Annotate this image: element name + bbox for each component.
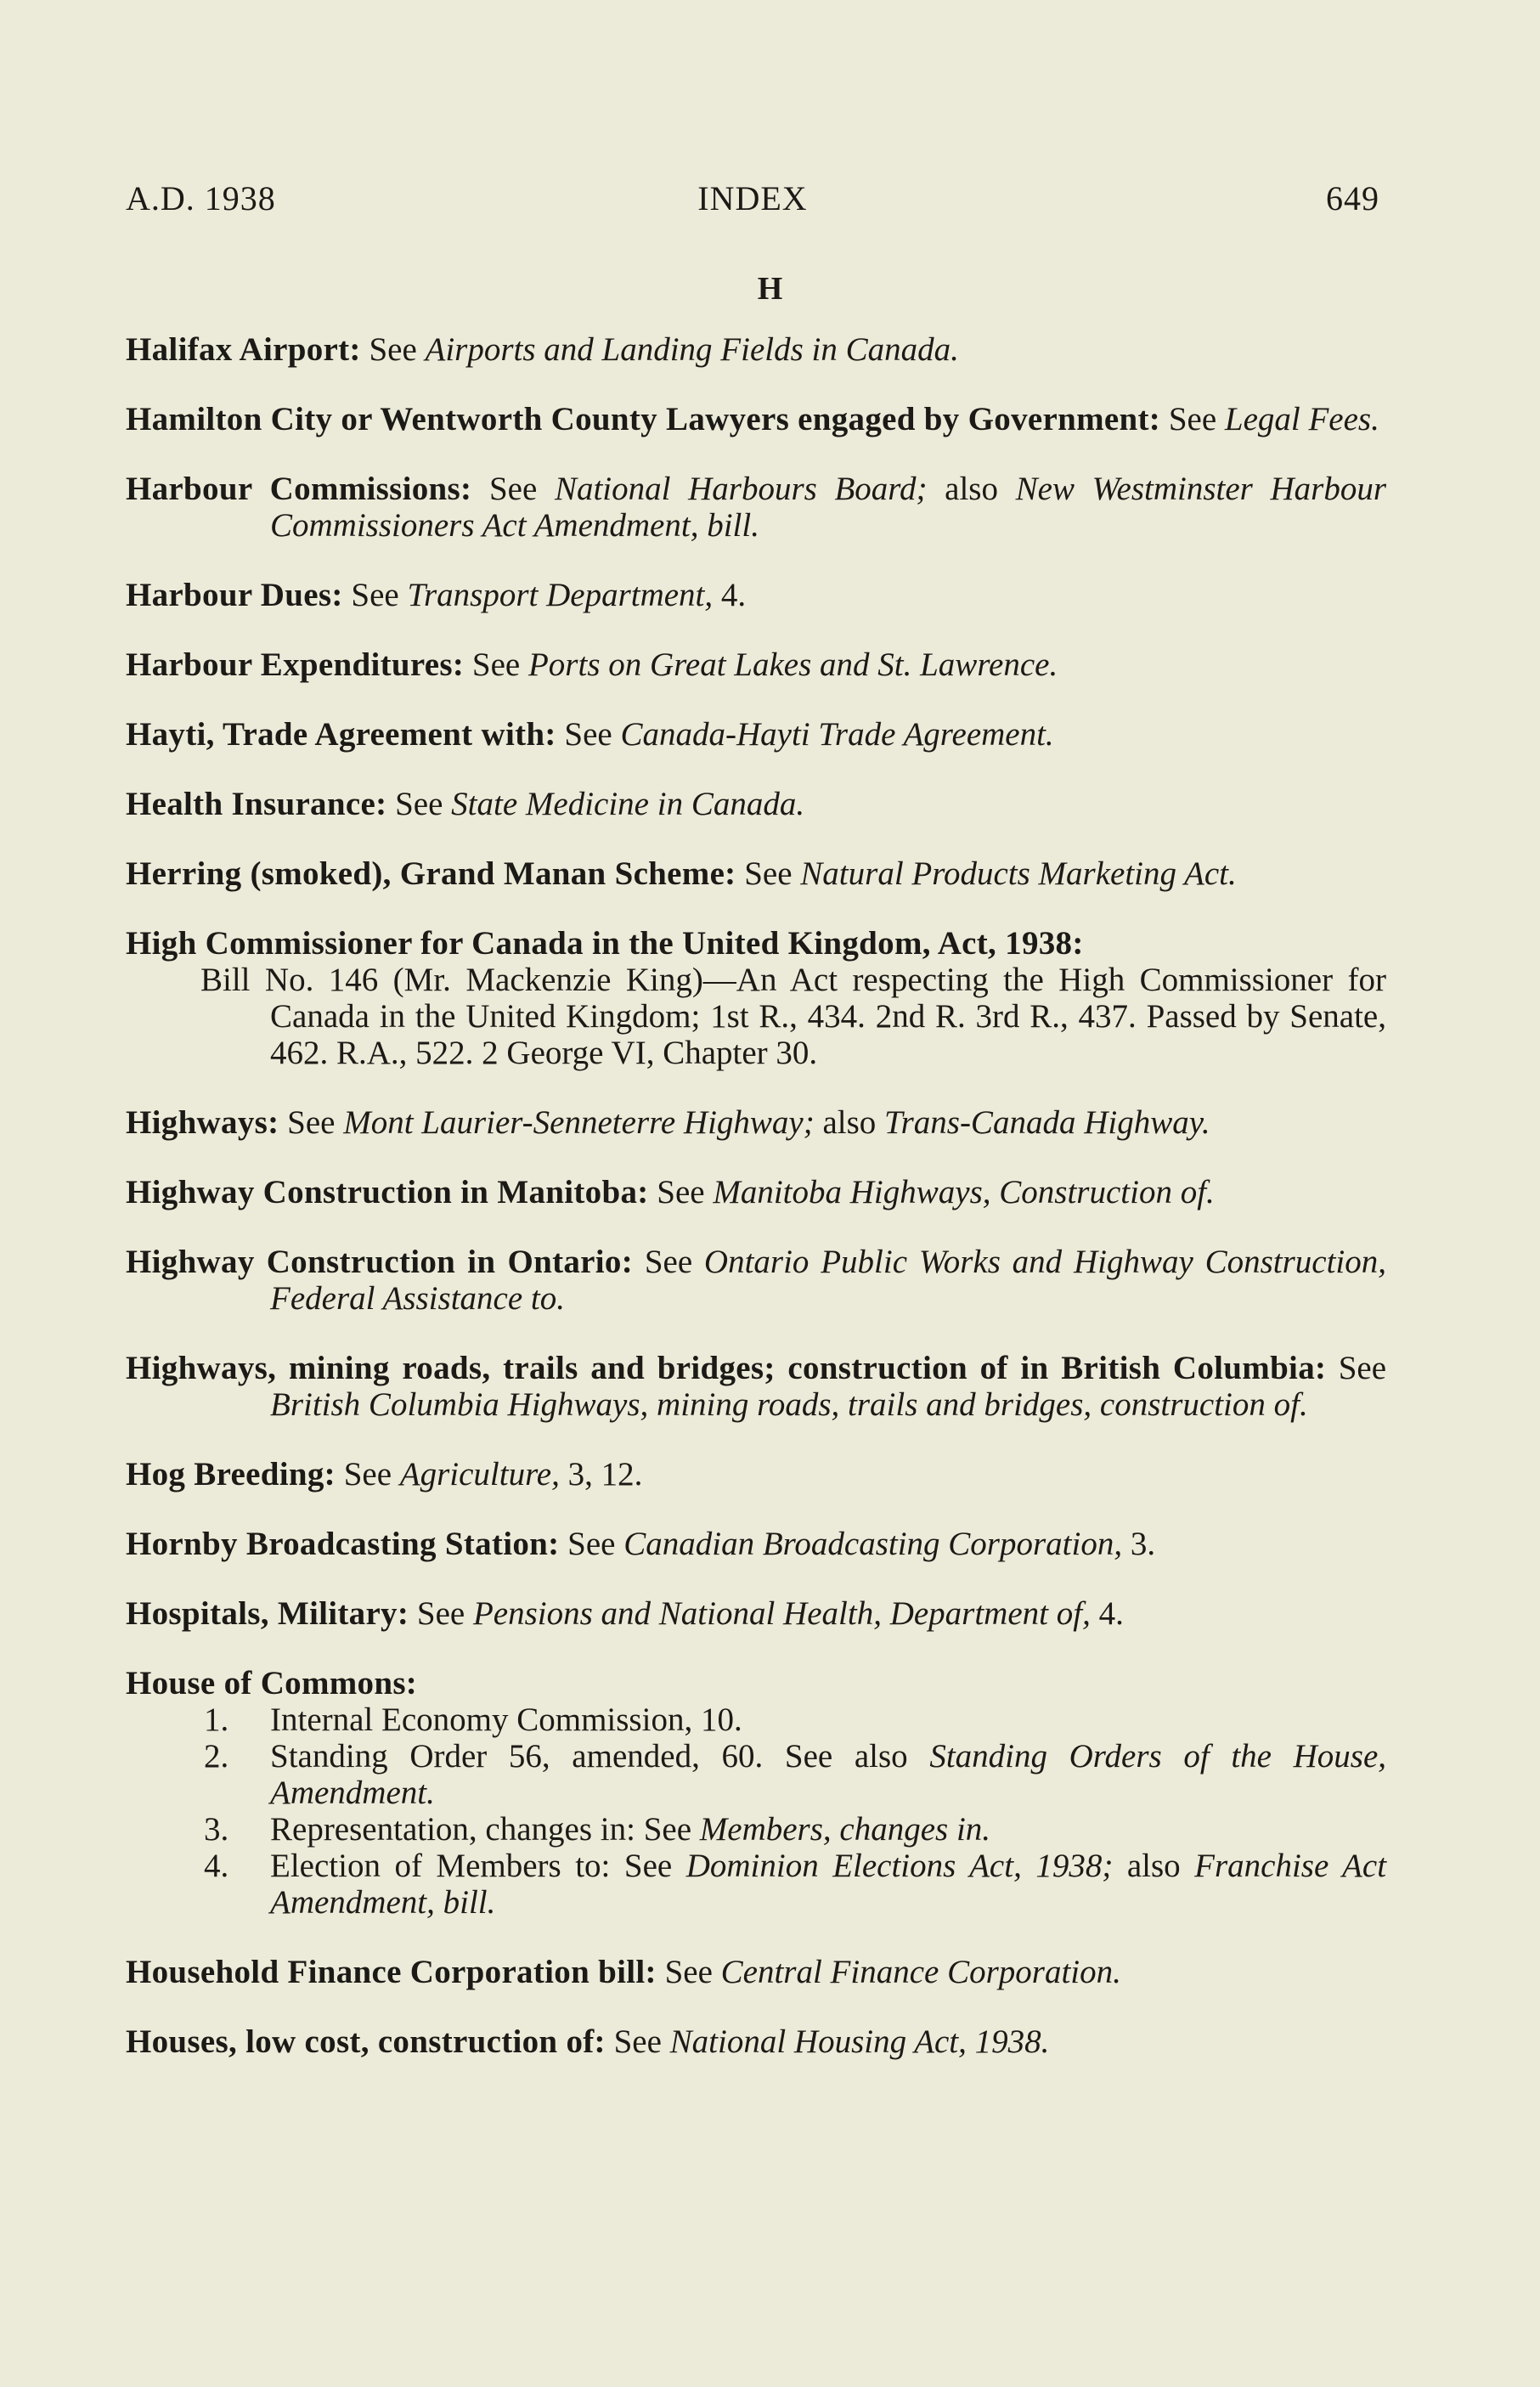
index-entry (126, 1244, 1386, 1317)
cross-reference: National Housing Act, 1938. (669, 2023, 1050, 2060)
header-year: A.D. 1938 (126, 179, 276, 217)
subentry (126, 1811, 1386, 1848)
entry-heading: Harbour Expenditures: (126, 646, 465, 683)
subentry-number: 3. (204, 1811, 229, 1848)
see-label: See (643, 1811, 692, 1848)
see-label: See (488, 471, 538, 507)
also-label: also (1126, 1848, 1181, 1884)
index-entry (126, 1526, 1386, 1562)
subentry-text: Election of Members to: (270, 1848, 611, 1884)
cross-reference: Ontario Public Works and Highway Construction, Federal Assistance to. (270, 1244, 1387, 1317)
see-label: See (664, 1954, 713, 1990)
subentry-number: 1. (204, 1701, 229, 1738)
cross-reference: Legal Fees. (1224, 401, 1379, 437)
see-label: See (416, 1595, 465, 1632)
cross-reference: Manitoba Highways, Construction of. (713, 1174, 1215, 1210)
cross-reference: Central Finance Corporation. (720, 1954, 1121, 1990)
see-label: See (613, 2023, 662, 2060)
index-entry (126, 1665, 1386, 1921)
also-label: also (945, 471, 998, 507)
entry-heading: High Commissioner for Canada in the United Kingdom, Act, 1938: (126, 925, 1084, 962)
entry-heading: Harbour Commissions: (126, 471, 472, 507)
reference-number: 3, 12. (567, 1456, 643, 1493)
index-entry (126, 1595, 1386, 1632)
index-entry (126, 925, 1386, 1071)
index-entry (126, 401, 1386, 437)
see-label: See (351, 577, 399, 613)
see-label: See (567, 1526, 616, 1562)
entry-heading: Health Insurance: (126, 786, 387, 822)
index-entry (126, 646, 1386, 683)
index-entries (126, 331, 1386, 2093)
cross-reference: Trans-Canada Highway. (884, 1104, 1210, 1141)
cross-reference: Pensions and National Health, Department of, (472, 1595, 1091, 1632)
entry-heading: Hospitals, Military: (126, 1595, 409, 1632)
entry-heading: Household Finance Corporation bill: (126, 1954, 657, 1990)
see-label: See (1168, 401, 1217, 437)
index-entry (126, 577, 1386, 613)
page-number: 649 (1326, 179, 1379, 217)
see-label: See (657, 1174, 705, 1210)
see-label: See (644, 1244, 693, 1280)
index-entry (126, 1456, 1386, 1493)
subentry-text: Standing Order 56, amended, 60. (270, 1738, 764, 1775)
cross-reference: Dominion Elections Act, 1938; (685, 1848, 1114, 1884)
index-entry (126, 855, 1386, 892)
see-label: See (369, 331, 417, 368)
subentry (126, 1701, 1386, 1738)
entry-heading: Highways: (126, 1104, 279, 1141)
entry-heading: Hog Breeding: (126, 1456, 336, 1493)
bill-description: Bill No. 146 (Mr. Mackenzie King)—An Act respecting the High Commissioner for Canada in the United Kingdom; 1st R., 434. 2nd R. 3rd R., 437. Passed by Senate, 462. R.A., 522. 2 George VI, Chapter 30. (200, 962, 1386, 1071)
cross-reference: Agriculture, (399, 1456, 560, 1493)
see-label: See (471, 646, 521, 683)
see-label: See (1338, 1350, 1387, 1386)
cross-reference: Canadian Broadcasting Corporation, (623, 1526, 1123, 1562)
running-head (126, 178, 1379, 221)
index-entry (126, 786, 1386, 822)
cross-reference: Mont Laurier-Senneterre Highway; (343, 1104, 815, 1141)
cross-reference: Airports and Landing Fields in Canada. (425, 331, 959, 368)
cross-reference: State Medicine in Canada. (451, 786, 805, 822)
cross-reference: National Harbours Board; (554, 471, 928, 507)
index-entry (126, 2023, 1386, 2060)
index-entry (126, 716, 1386, 753)
see-label: See (564, 716, 612, 753)
entry-heading: Highways, mining roads, trails and bridges; construction of in British Columbia: (126, 1350, 1327, 1386)
index-entry (126, 1104, 1386, 1141)
see-label: See (395, 786, 443, 822)
see-label: See (287, 1104, 336, 1141)
cross-reference: Members, changes in. (699, 1811, 991, 1848)
entry-heading: Hayti, Trade Agreement with: (126, 716, 556, 753)
entry-heading: Herring (smoked), Grand Manan Scheme: (126, 855, 736, 892)
index-entry (126, 331, 1386, 368)
see-label: See also (784, 1738, 908, 1775)
subentry-number: 4. (204, 1848, 229, 1884)
entry-heading: Highway Construction in Ontario: (126, 1244, 634, 1280)
cross-reference: Canada-Hayti Trade Agreement. (620, 716, 1054, 753)
index-entry (126, 471, 1386, 544)
subentry-number: 2. (204, 1738, 229, 1775)
reference-number: 3. (1130, 1526, 1156, 1562)
subentry-text: Internal Economy Commission, 10. (270, 1701, 742, 1738)
also-label: also (822, 1104, 877, 1141)
index-entry (126, 1350, 1386, 1423)
header-title: INDEX (697, 179, 808, 217)
subentry (126, 1848, 1386, 1921)
cross-reference: Ports on Great Lakes and St. Lawrence. (527, 646, 1058, 683)
cross-reference: Natural Products Marketing Act. (800, 855, 1237, 892)
section-letter: H (757, 271, 783, 307)
see-label: See (343, 1456, 392, 1493)
entry-heading: Hamilton City or Wentworth County Lawyers engaged by Government: (126, 401, 1161, 437)
reference-number: 4. (1098, 1595, 1124, 1632)
reference-number: 4. (720, 577, 747, 613)
entry-heading: Highway Construction in Manitoba: (126, 1174, 649, 1210)
cross-reference: British Columbia Highways, mining roads, trails and bridges, construction of. (270, 1386, 1308, 1423)
cross-reference: Franchise Act Amendment, bill. (270, 1848, 1387, 1921)
subentry (126, 1738, 1386, 1811)
subentry-text: Representation, changes in: (270, 1811, 635, 1848)
index-entry (126, 1954, 1386, 1990)
entry-heading: House of Commons: (126, 1665, 418, 1701)
entry-heading: Halifax Airport: (126, 331, 361, 368)
see-label: See (744, 855, 793, 892)
entry-heading: Hornby Broadcasting Station: (126, 1526, 560, 1562)
cross-reference: New Westminster Harbour Commissioners Act Amendment, bill. (270, 471, 1387, 544)
cross-reference: Standing Orders of the House, Amendment. (270, 1738, 1387, 1811)
index-entry (126, 1174, 1386, 1210)
entry-heading: Houses, low cost, construction of: (126, 2023, 606, 2060)
subentry-list (126, 1701, 1386, 1921)
see-label: See (623, 1848, 673, 1884)
entry-heading: Harbour Dues: (126, 577, 343, 613)
cross-reference: Transport Department, (407, 577, 714, 613)
